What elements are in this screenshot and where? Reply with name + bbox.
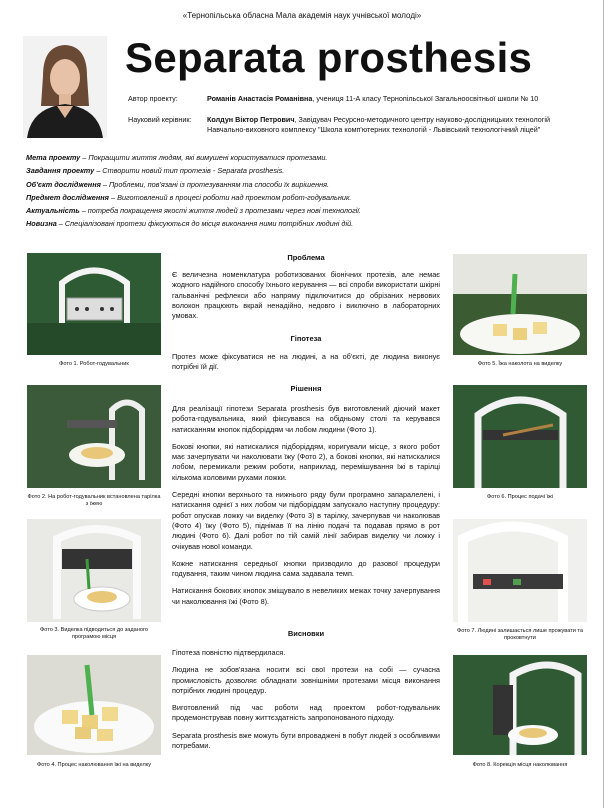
organization-header: «Тернопільська обласна Мала академія наук учнівської молоді» xyxy=(182,11,422,20)
photo-5-pierced xyxy=(453,254,587,355)
conclusion-paragraph: Separata prosthesis вже можуть бути впроваджені в побут людей з особливими потребами. xyxy=(172,730,440,751)
goal-text: – Проблеми, пов'язані із протезуванням та способи їх вирішення. xyxy=(100,179,330,189)
caption-photo-7: Фото 7. Людині залишається лише прожувати та проковтнути xyxy=(456,628,584,641)
goal-label: Новизна xyxy=(26,219,57,229)
supervisor-details-2: Навчально-виховного комплексу "Школа комп'ютерних технологій - Львівський технологічний ліцей" xyxy=(207,125,541,134)
text-conclusions xyxy=(172,648,440,758)
project-title: Separata prosthesis xyxy=(125,34,533,81)
photo-3-fork xyxy=(27,519,161,622)
author-portrait xyxy=(23,36,107,138)
conclusion-paragraph: Виготовлений під час роботи над проектом робот-годувальник продемонстрував повну життєздатність запропонованого підходу. xyxy=(172,703,440,723)
solution-paragraph: Бокові кнопки, які натискалися підборіддям, коригували місце, з якого робот має зачерпувати чи наколювати їжу (Фото 2), а бокові кнопки, які натискалися лобом, перемикали режим роботи, наприклад, перемішування їжі в тарілці кількома коловими рухами ложки. xyxy=(172,441,440,482)
goal-label: Об'єкт дослідження xyxy=(26,179,101,189)
goal-item xyxy=(26,151,586,164)
heading-hypothesis: Гіпотеза xyxy=(290,334,322,343)
problem-paragraph: Є величезна номенклатура роботизованих біонічних протезів, але немає жодного надійного способу їхнього керування — всі спроби використати шкірні гальванічні рефлекси або напряму підключитися до обрізаних нервових волокон працюють вкрай ненадійно, недовго і виключно в лабораторних умовах. xyxy=(172,270,440,321)
supervisor-label: Науковий керівник: xyxy=(128,115,192,124)
solution-paragraph: Середні кнопки верхнього та нижнього ряду були програмно запаралелені, і натискання однієї з них лобом чи підборіддям запускало наступну процедуру: робот опускав ложку чи виделку (Фото 3) в тарілку, зачерпував чи наколював (Фото 4) їжу (Фото 5), піднімав її на лінію подачі та подавав прямо в рот людині (Фото 6). Далі робот по тій самій лінії забирав виделку чи ложку і очікував нової команди. xyxy=(172,490,440,551)
goal-text: – Виготовлений в процесі роботи над проектом робот-годувальник. xyxy=(108,192,352,202)
solution-paragraph: Для реалізації гіпотези Separata prosthesis був виготовлений діючий макет робота-годувальника, який фіксувався на обідньому столі та керувався натисканням кнопок підборіддям чи лобом людини (Фото 1). xyxy=(172,404,440,434)
goal-text: – потреба покращення якості життя людей з протезами через нові технології. xyxy=(79,206,361,216)
goal-text: – Створити новий тип протезів - Separata prosthesis. xyxy=(94,166,285,176)
caption-photo-4: Фото 4. Процес наколювання їжі на виделку xyxy=(36,762,152,768)
project-goals xyxy=(26,151,586,231)
goal-item xyxy=(26,204,586,217)
text-hypothesis xyxy=(172,352,440,380)
goal-label: Завдання проекту xyxy=(26,166,95,176)
hypothesis-paragraph: Протез може фіксуватися не на людині, а на об'єкті, де людина виконує потрібні їй дії. xyxy=(172,352,440,372)
supervisor-name: Колдун Віктор Петрович xyxy=(207,115,295,124)
caption-photo-6: Фото 6. Процес подачі їжі xyxy=(487,494,553,500)
author-label: Автор проекту: xyxy=(128,94,178,103)
photo-1-robot xyxy=(27,253,161,355)
photo-7-chew xyxy=(453,519,587,622)
text-solution xyxy=(172,404,440,614)
conclusion-paragraph: Людина не зобов'язана носити всі свої протези на собі — сучасна промисловість дозволяє обладнати зовнішніми протезами місця виконання потрібних людині процедур. xyxy=(172,665,440,695)
text-problem xyxy=(172,270,440,328)
author-details: , учениця 11-А класу Тернопільської Загальноосвітньої школи № 10 xyxy=(312,94,539,103)
caption-photo-3: Фото 3. Виделка підводиться до заданого програмою місця xyxy=(39,627,149,640)
heading-solution: Рішення xyxy=(290,384,322,393)
goal-text: – Покращити життя людям, які вимушені користуватися протезами. xyxy=(80,153,328,162)
goal-label: Актуальність xyxy=(26,206,80,216)
photo-6-delivery xyxy=(453,385,587,488)
goal-item xyxy=(26,191,586,204)
goal-label: Мета проекту xyxy=(26,153,81,162)
caption-photo-2: Фото 2. На робот-годувальник встановлена тарілка з їжею xyxy=(27,494,161,507)
heading-conclusions: Висновки xyxy=(287,629,325,638)
caption-photo-8: Фото 8. Корекція місця наколювання xyxy=(472,762,568,768)
goal-item xyxy=(26,217,586,230)
photo-4-piercing xyxy=(27,655,161,755)
heading-problem: Проблема xyxy=(287,253,325,262)
photo-2-plate xyxy=(27,385,161,488)
caption-photo-1: Фото 1. Робот-годувальник xyxy=(59,361,129,367)
photo-8-correction xyxy=(453,655,587,755)
solution-paragraph: Кожне натискання середньої кнопки призводило до разової процедури годування, таким чином людина сама задавала темп. xyxy=(172,558,440,579)
author-name: Романів Анастасія Романівна xyxy=(207,94,313,103)
goal-item xyxy=(26,178,586,191)
author-line xyxy=(207,94,538,104)
conclusion-paragraph: Гіпотеза повністю підтвердилася. xyxy=(172,648,286,657)
supervisor-line xyxy=(207,115,550,125)
solution-paragraph: Натискання бокових кнопок зміщувало в невеликих межах точку зачерпування чи наколювання їжі (Фото 8). xyxy=(172,586,440,606)
supervisor-details: , Завідувач Ресурсно-методичного центру науково-дослідницьких технологій xyxy=(294,115,551,124)
caption-photo-5: Фото 5. Їжа наколота на виделку xyxy=(477,361,563,367)
goal-item xyxy=(26,164,586,177)
goal-text: – Спеціалізовані протези фіксуються до місця виконання ними потрібних людині дій. xyxy=(56,219,354,229)
goal-label: Предмет дослідження xyxy=(26,192,109,202)
